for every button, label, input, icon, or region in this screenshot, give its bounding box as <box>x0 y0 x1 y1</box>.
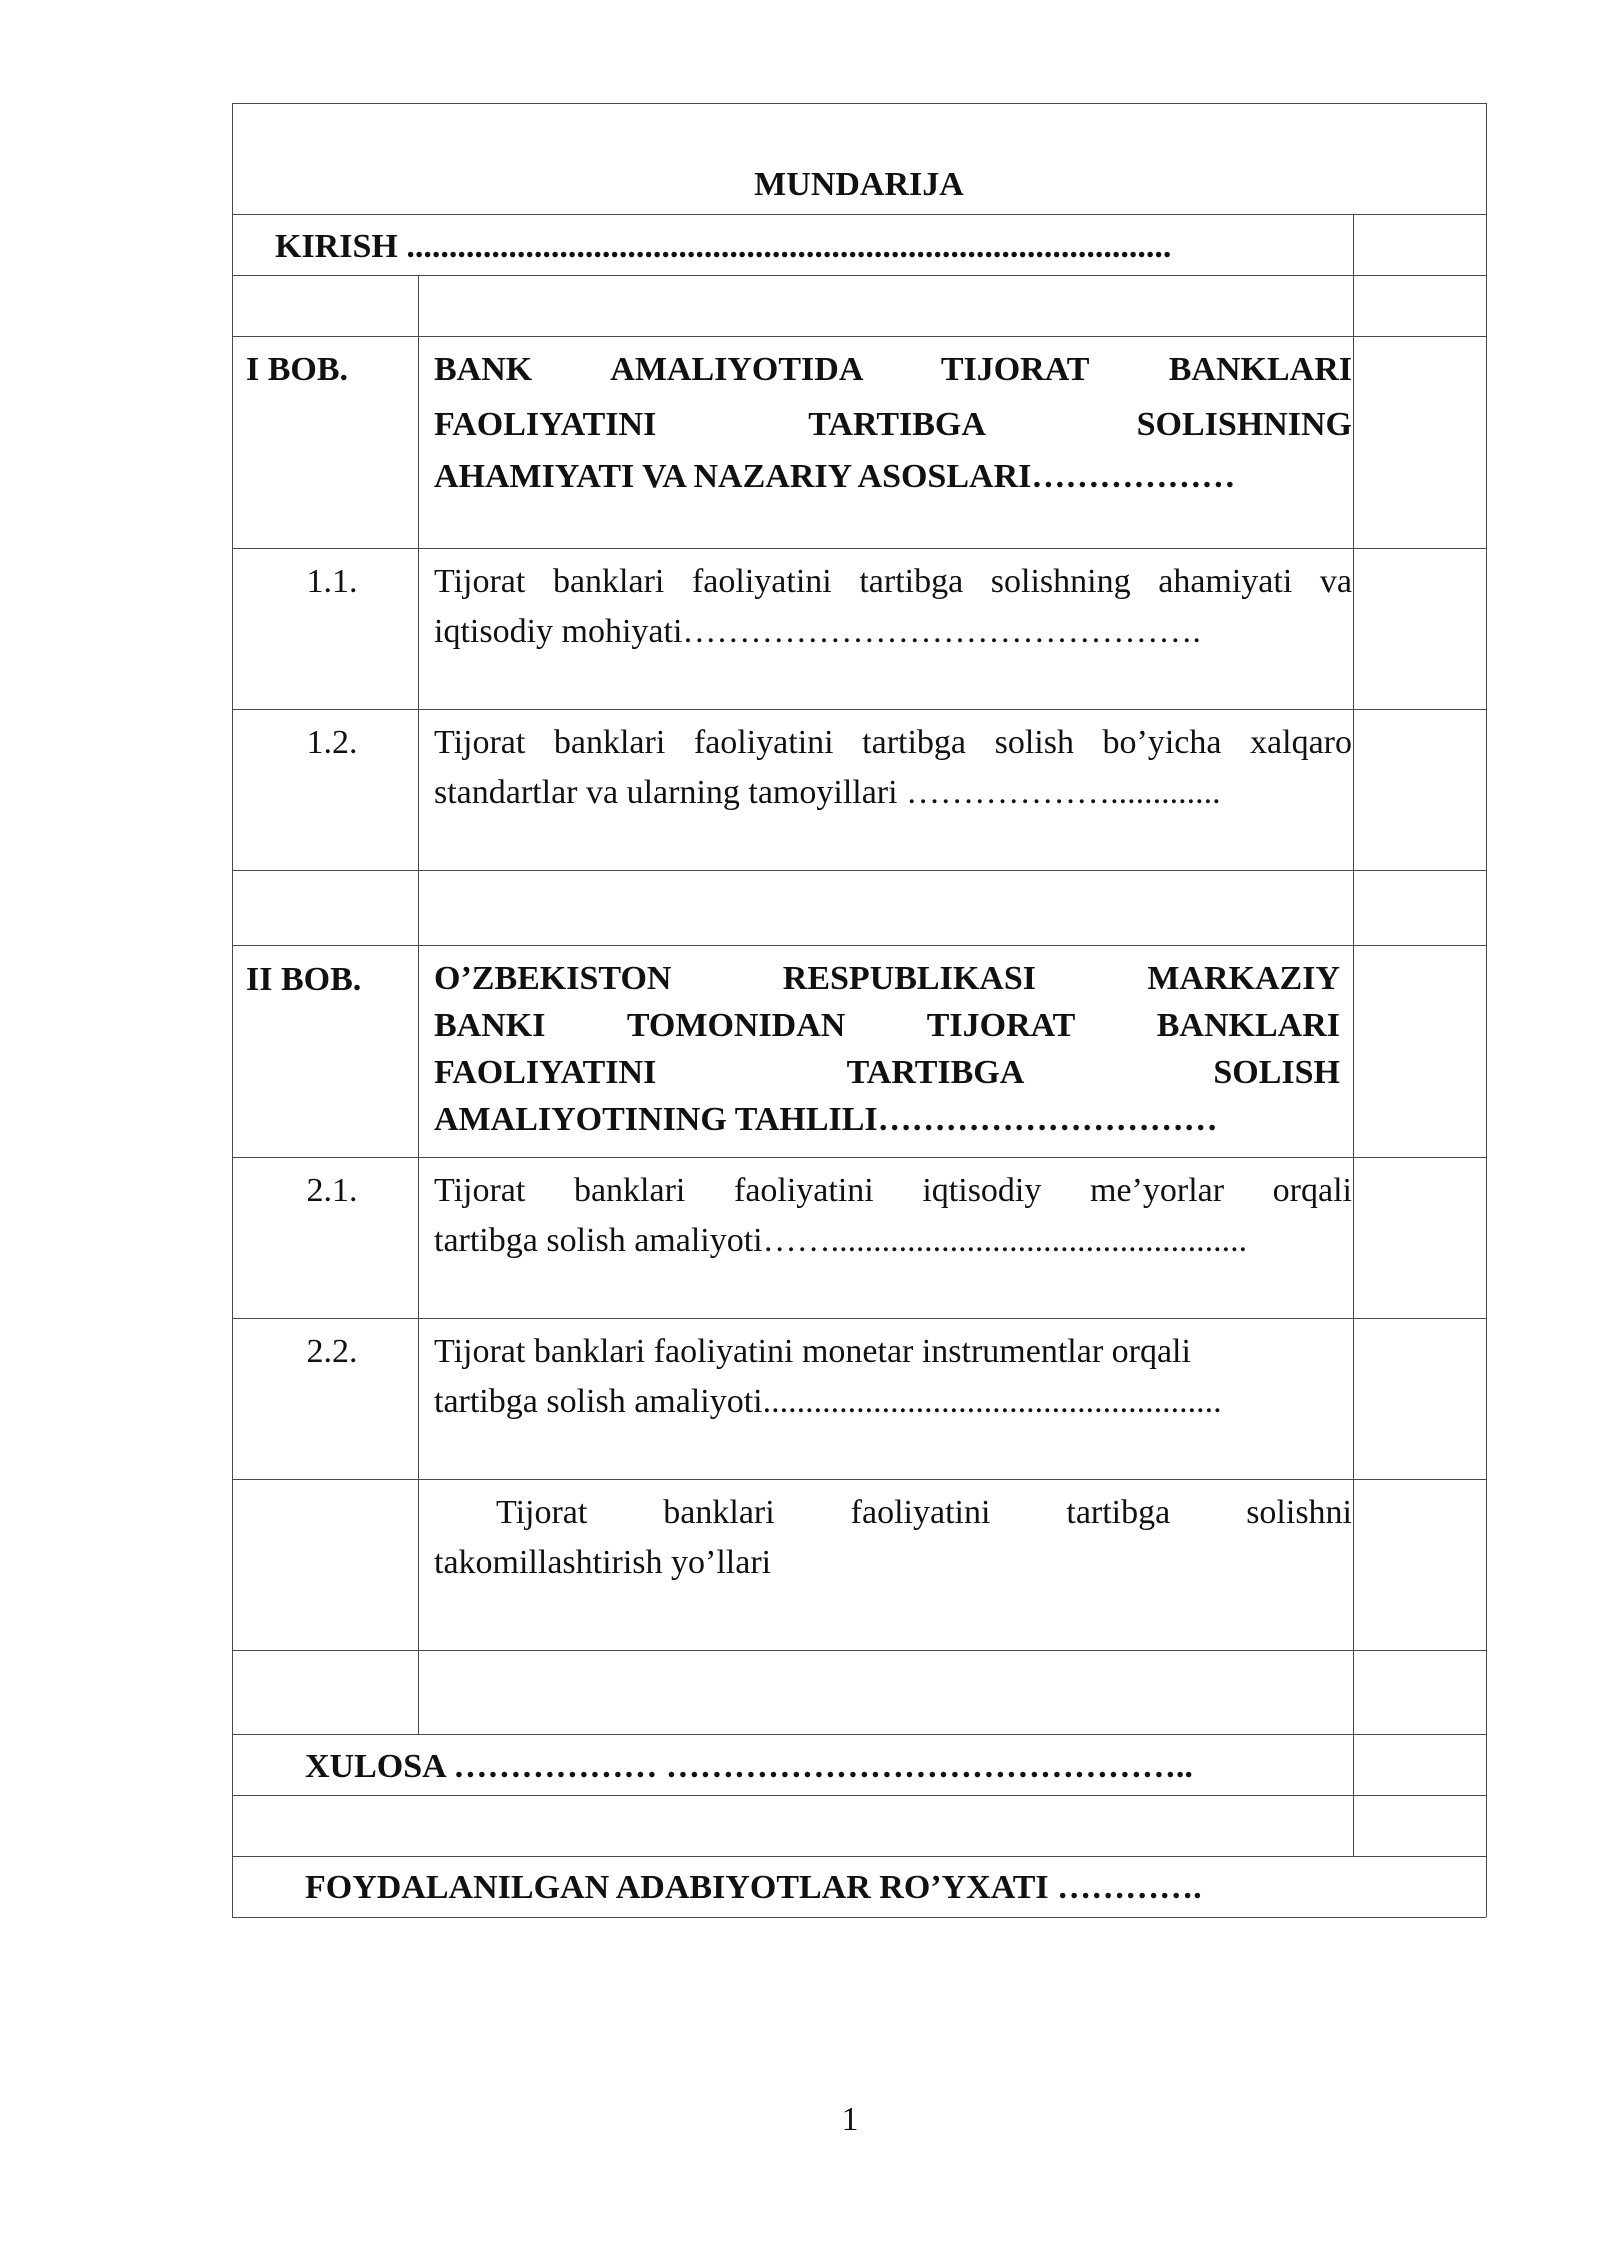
row-divider <box>232 548 1486 549</box>
section-title-line: tartibga solish amaliyoti……................................................. <box>434 1222 1248 1259</box>
row-divider <box>232 1157 1486 1158</box>
section-title-line: Tijorat banklari faoliyatini monetar instrumentlar orqali <box>434 1333 1191 1370</box>
section-title-line: iqtisodiy mohiyati………………………………………. <box>434 613 1201 650</box>
chapter-title-line: FAOLIYATINI TARTIBGA SOLISH <box>434 1054 1340 1091</box>
section-number: 2.2. <box>306 1333 358 1370</box>
row-divider <box>232 1856 1486 1857</box>
chapter-title-line: BANK AMALIYOTIDA TIJORAT BANKLARI <box>434 351 1352 388</box>
chapter-label: II BOB. <box>246 961 362 998</box>
row-divider <box>232 1650 1486 1651</box>
table-border-right <box>1486 103 1487 1917</box>
chapter-title-line: BANKI TOMONIDAN TIJORAT BANKLARI <box>434 1007 1340 1044</box>
chapter-title-line: AHAMIYATI VA NAZARIY ASOSLARI……………… <box>434 458 1236 495</box>
section-number: 1.2. <box>306 724 358 761</box>
section-title-line: Tijorat banklari faoliyatini iqtisodiy me’yorlar orqali <box>434 1172 1352 1209</box>
chapter-title-line: O’ZBEKISTON RESPUBLIKASI MARKAZIY <box>434 960 1340 997</box>
row-divider <box>232 870 1486 871</box>
toc-entry-intro: KIRISH .......................................................................................... <box>275 228 1172 265</box>
column-divider <box>1353 214 1354 1856</box>
row-divider <box>232 945 1486 946</box>
chapter-label: I BOB. <box>246 351 349 388</box>
chapter-title-line: FAOLIYATINI TARTIBGA SOLISHNING <box>434 406 1352 443</box>
row-divider <box>232 1318 1486 1319</box>
row-divider <box>232 1734 1486 1735</box>
row-divider <box>232 1795 1486 1796</box>
section-title-line: takomillashtirish yo’llari <box>434 1544 772 1581</box>
section-number: 2.1. <box>306 1172 358 1209</box>
section-title-line: Tijorat banklari faoliyatini tartibga solishning ahamiyati va <box>434 563 1352 600</box>
page-number: 1 <box>841 2101 859 2138</box>
section-title-line: Tijorat banklari faoliyatini tartibga solish bo’yicha xalqaro <box>434 724 1352 761</box>
table-border-top <box>232 103 1486 104</box>
column-divider <box>418 275 419 1734</box>
toc-entry-references: FOYDALANILGAN ADABIYOTLAR RO’YXATI …………. <box>305 1869 1202 1906</box>
section-title-line: Tijorat banklari faoliyatini tartibga solishni <box>496 1494 1352 1531</box>
table-border-bottom <box>232 1917 1486 1918</box>
toc-entry-conclusion: XULOSA ……………… ……………………………………….. <box>305 1748 1193 1785</box>
section-title-line: tartibga solish amaliyoti...................................................... <box>434 1383 1222 1420</box>
table-border-left <box>232 103 233 1917</box>
row-divider <box>232 214 1486 215</box>
section-number: 1.1. <box>306 563 358 600</box>
row-divider <box>232 275 1486 276</box>
row-divider <box>232 1479 1486 1480</box>
row-divider <box>232 336 1486 337</box>
section-title-line: standartlar va ularning tamoyillari ………………............. <box>434 774 1221 811</box>
chapter-title-line: AMALIYOTINING TAHLILI………………………… <box>434 1101 1218 1138</box>
row-divider <box>232 709 1486 710</box>
toc-title: MUNDARIJA <box>754 166 964 203</box>
